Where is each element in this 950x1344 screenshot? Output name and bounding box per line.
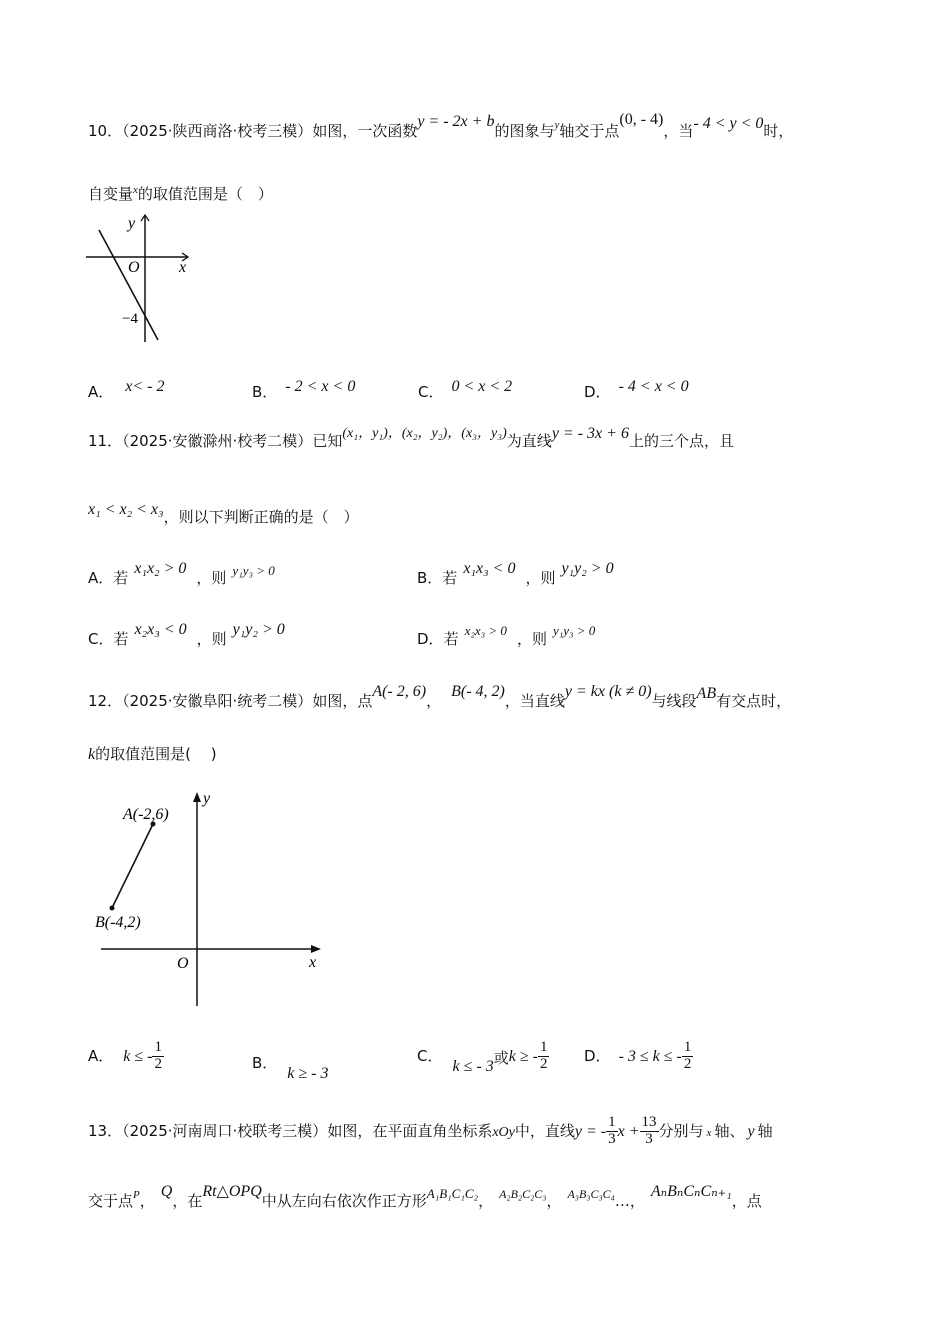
q13-line1 <box>88 1115 773 1148</box>
option-expr: x< - 2 <box>125 378 165 395</box>
fraction-numerator: 1 <box>154 1039 162 1055</box>
q10-number: 10． <box>88 122 123 140</box>
fraction <box>538 1040 550 1073</box>
q12-text: ， <box>426 692 442 710</box>
q12-y-label: y <box>203 790 211 807</box>
q10-option-c[interactable] <box>418 378 513 402</box>
q11-option-a[interactable] <box>88 560 275 588</box>
q13-text: 分别与 <box>658 1121 704 1140</box>
fraction-denominator: 3 <box>645 1130 653 1147</box>
q13-coordinate-system: xOy <box>492 1124 515 1140</box>
q11-line1 <box>88 425 734 451</box>
option-expr: k ≥ - 3 <box>287 1065 329 1082</box>
fraction-numerator: 1 <box>683 1039 692 1055</box>
q10-condition: - 4 < y < 0 <box>693 115 764 132</box>
q12-y-arrow <box>193 792 201 802</box>
q11-source: （2025·安徽滁州·校考二模） <box>122 432 313 450</box>
q10-yvar: y <box>554 119 560 131</box>
option-expr: k ≥ - <box>508 1047 538 1065</box>
q13-source: （2025·河南周口·校联考三模） <box>122 1121 328 1140</box>
option-expr: - 2 < x < 0 <box>285 378 356 395</box>
q10-function: y = - 2x + b <box>417 113 495 130</box>
option-expr: 0 < x < 2 <box>451 378 513 395</box>
option-letter: B． <box>252 1054 278 1072</box>
option-text: ，则 <box>516 630 547 648</box>
q11-line-equation: y = - 3x + 6 <box>551 425 629 442</box>
option-letter: A． <box>88 569 114 587</box>
option-letter: D． <box>584 383 611 401</box>
q10-text: 轴交于点 <box>559 122 620 140</box>
q13-ellipsis: … <box>614 1192 630 1210</box>
q13-text: ，点 <box>731 1192 762 1210</box>
q10-text: 时， <box>763 122 794 140</box>
q10-origin-label: O <box>128 259 140 276</box>
option-expr: - 3 ≤ k ≤ - <box>618 1047 682 1065</box>
option-letter: C． <box>88 630 114 648</box>
option-result: y₁y₃ > 0 <box>232 563 275 578</box>
q10-options <box>88 378 888 403</box>
q13-text: ， <box>478 1192 494 1210</box>
q11-option-c[interactable] <box>88 621 285 649</box>
option-letter: D． <box>417 630 444 648</box>
q10-source: （2025·陕西商洛·校考三模） <box>122 122 313 140</box>
option-expr: - 4 < x < 0 <box>618 378 689 395</box>
q12-number: 12． <box>88 692 123 710</box>
q12-text: ，当直线 <box>504 692 565 710</box>
q13-text: ， <box>629 1192 645 1210</box>
q13-equation: y = - <box>574 1122 607 1140</box>
q12-point-a: A(- 2, 6) <box>372 683 427 700</box>
q12-figure <box>95 786 330 1008</box>
q13-square-n: AₙBₙCₙCₙ₊₁ <box>650 1183 732 1200</box>
q10-option-a[interactable] <box>88 378 165 402</box>
option-condition: x₁x₂ > 0 <box>134 560 187 577</box>
q10-text: 如图，一次函数 <box>312 122 418 140</box>
q11-number: 11． <box>88 432 123 450</box>
q11-text: ，则以下判断正确的是（ ） <box>163 508 359 526</box>
fraction-denominator: 2 <box>154 1055 162 1072</box>
option-text: 若 <box>113 630 129 648</box>
q13-text: ，在 <box>172 1192 203 1210</box>
q12-line-equation: y = kx (k ≠ 0) <box>564 683 652 700</box>
q11-option-b[interactable] <box>417 560 614 588</box>
q13-xvar: x <box>706 1126 712 1139</box>
q12-kvar: k <box>88 746 96 763</box>
option-text: ，则 <box>525 569 556 587</box>
q10-point: (0, - 4) <box>619 111 664 128</box>
q11-condition: x₁ < x₂ < x₃ <box>88 501 164 518</box>
q10-x-label: x <box>179 259 187 276</box>
option-text: 或 <box>493 1048 509 1067</box>
option-condition: x₁x₃ < 0 <box>463 560 516 577</box>
fraction-denominator: 3 <box>608 1130 616 1147</box>
q12-text: 有交点时， <box>716 692 792 710</box>
q12-a-label: A(-2,6) <box>123 806 169 823</box>
q13-triangle: Rt△OPQ <box>202 1183 262 1200</box>
option-text: ，则 <box>196 630 227 648</box>
q12-source: （2025·安徽阜阳·统考二模） <box>122 692 313 710</box>
fraction-denominator: 2 <box>683 1055 692 1072</box>
q12-line2 <box>88 743 217 764</box>
q13-yvar: y <box>747 1122 755 1140</box>
q12-point-b-dot <box>110 906 115 911</box>
q12-x-label: x <box>309 954 317 971</box>
q12-text: 与线段 <box>651 692 697 710</box>
q13-point-q: Q <box>160 1183 173 1200</box>
option-letter: A． <box>88 383 114 401</box>
q11-text: 为直线 <box>506 432 552 450</box>
option-expr: k ≤ - 3 <box>452 1057 494 1075</box>
q13-text: 交于点 <box>88 1192 134 1210</box>
fraction <box>606 1115 618 1148</box>
q10-text: 自变量 <box>88 185 134 203</box>
fraction <box>682 1040 694 1073</box>
q13-text: 中，直线 <box>514 1121 575 1140</box>
q12-text: 如图，点 <box>312 692 373 710</box>
option-result: y₁y₃ > 0 <box>552 623 596 638</box>
q13-text: 轴 <box>757 1121 773 1140</box>
fraction <box>152 1040 164 1073</box>
q13-square-3: A₃B₃C₃C₄ <box>567 1187 615 1201</box>
option-letter: B． <box>252 383 278 401</box>
q13-square-2: A₂B₂C₂C₃ <box>499 1187 547 1201</box>
option-condition: x₂x₃ > 0 <box>464 623 507 638</box>
q12-option-b[interactable] <box>252 1054 329 1082</box>
q13-number: 13． <box>88 1121 123 1140</box>
option-condition: x₂x₃ < 0 <box>134 621 187 638</box>
q12-x-arrow <box>311 945 321 953</box>
q13-point-p: P <box>133 1189 140 1201</box>
q12-b-label: B(-4,2) <box>95 914 141 931</box>
q10-option-d[interactable] <box>584 378 689 402</box>
q12-origin-label: O <box>177 955 189 972</box>
q13-text: 中从左向右依次作正方形 <box>261 1192 427 1210</box>
q11-text: 上的三个点，且 <box>628 432 734 450</box>
q10-line2 <box>88 183 273 204</box>
fraction-numerator: 1 <box>608 1114 616 1130</box>
fraction <box>640 1115 659 1148</box>
q13-line2 <box>88 1183 762 1211</box>
option-text: ，则 <box>196 569 227 587</box>
option-letter: A． <box>88 1046 114 1065</box>
q12-option-d[interactable] <box>584 1040 693 1073</box>
q10-intercept-label: −4 <box>122 311 138 327</box>
q12-segment-ab <box>112 824 153 908</box>
q11-points: (x₁，y₁)，(x₂，y₂)，(x₃，y₃) <box>342 426 507 441</box>
q10-xvar: x <box>133 184 138 196</box>
q12-option-c[interactable] <box>417 1040 549 1073</box>
q13-square-1: A₁B₁C₁C₂ <box>426 1186 479 1201</box>
q11-option-d[interactable] <box>417 623 596 649</box>
q10-figure <box>84 210 199 345</box>
option-expr: k ≤ - <box>123 1047 153 1065</box>
q12-segment: AB <box>696 685 717 702</box>
q13-text: 轴、 <box>714 1121 745 1140</box>
q13-text: 如图，在平面直角坐标系 <box>327 1121 493 1140</box>
q10-text: ，当 <box>663 122 694 140</box>
q10-text: 的取值范围是（ ） <box>137 185 273 203</box>
q10-line1 <box>88 111 794 141</box>
q12-option-a[interactable] <box>88 1040 164 1073</box>
q12-point-b: B(- 4, 2) <box>451 683 505 700</box>
q10-text: 的图象与 <box>494 122 555 140</box>
option-letter: C． <box>418 383 444 401</box>
q12-text: 的取值范围是( ) <box>95 745 217 763</box>
fraction-numerator: 1 <box>539 1039 548 1055</box>
fraction-denominator: 2 <box>539 1055 548 1072</box>
q11-line2 <box>88 501 359 527</box>
q13-text: ， <box>139 1192 155 1210</box>
q11-text: 已知 <box>312 432 343 450</box>
q13-equation: x + <box>617 1122 640 1140</box>
option-result: y₁y₂ > 0 <box>232 621 285 638</box>
q12-line1 <box>88 683 792 711</box>
q10-option-b[interactable] <box>252 378 356 402</box>
option-letter: B． <box>417 569 443 587</box>
option-text: 若 <box>442 569 458 587</box>
option-text: 若 <box>113 569 129 587</box>
q13-text: ， <box>546 1192 562 1210</box>
option-text: 若 <box>443 630 459 648</box>
option-letter: D． <box>584 1046 611 1065</box>
option-letter: C． <box>417 1046 443 1065</box>
q10-y-label: y <box>128 215 136 232</box>
fraction-numerator: 13 <box>641 1114 657 1130</box>
option-result: y₁y₂ > 0 <box>561 560 614 577</box>
